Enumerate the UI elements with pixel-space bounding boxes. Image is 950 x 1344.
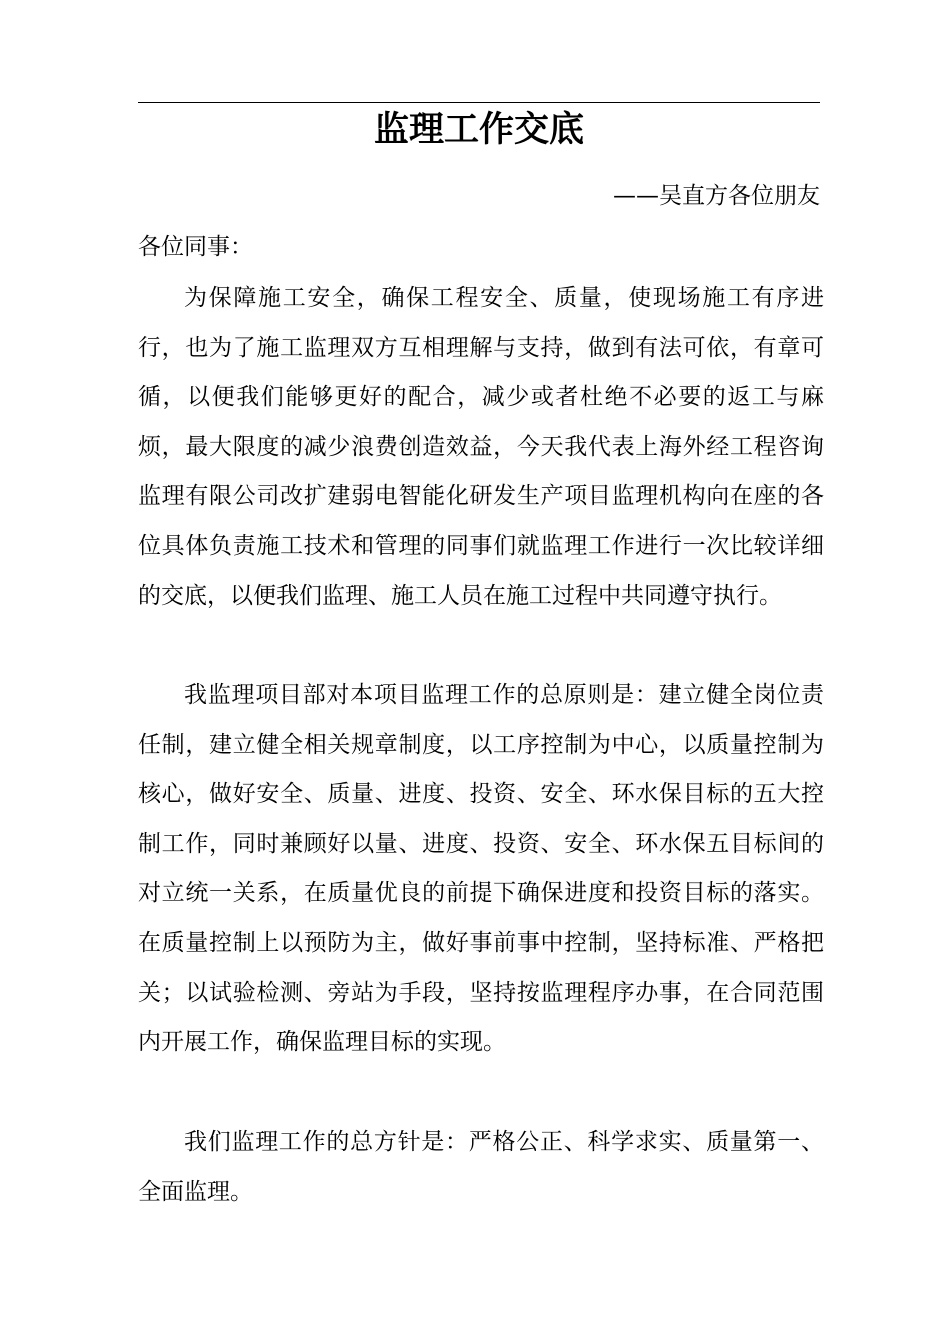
header-rule xyxy=(138,102,820,103)
document-title: 监理工作交底 xyxy=(373,110,584,150)
document-subtitle: ——吴直方各位朋友 xyxy=(613,183,820,209)
paragraph-1: 为保障施工安全，确保工程安全、质量，使现场施工有序进行，也为了施工监理双方互相理解与支持，做到有法可依，有章可循，以便我们能够更好的配合，减少或者杜绝不必要的返工与麻烦，最大限度的减少浪费创造效益，今天我代表上海外经工程咨询监理有限公司改扩建弱电智能化研发生产项目监理机构向在座的各位具体负责施工技术和管理的同事们就监理工作进行一次比较详细的交底，以便我们监理、施工人员在施工过程中共同遵守执行。 xyxy=(138,285,824,609)
salutation: 各位同事： xyxy=(138,234,253,260)
paragraph-2: 我监理项目部对本项目监理工作的总原则是：建立健全岗位责任制，建立健全相关规章制度，以工序控制为中心，以质量控制为核心，做好安全、质量、进度、投资、安全、环水保目标的五大控制工作，同时兼顾好以量、进度、投资、安全、环水保五目标间的对立统一关系，在质量优良的前提下确保进度和投资目标的落实。在质量控制上以预防为主，做好事前事中控制，坚持标准、严格把关；以试验检测、旁站为手段，坚持按监理程序办事，在合同范围内开展工作，确保监理目标的实现。 xyxy=(138,682,824,1056)
paragraph-3: 我们监理工作的总方针是：严格公正、科学求实、质量第一、全面监理。 xyxy=(138,1129,824,1205)
